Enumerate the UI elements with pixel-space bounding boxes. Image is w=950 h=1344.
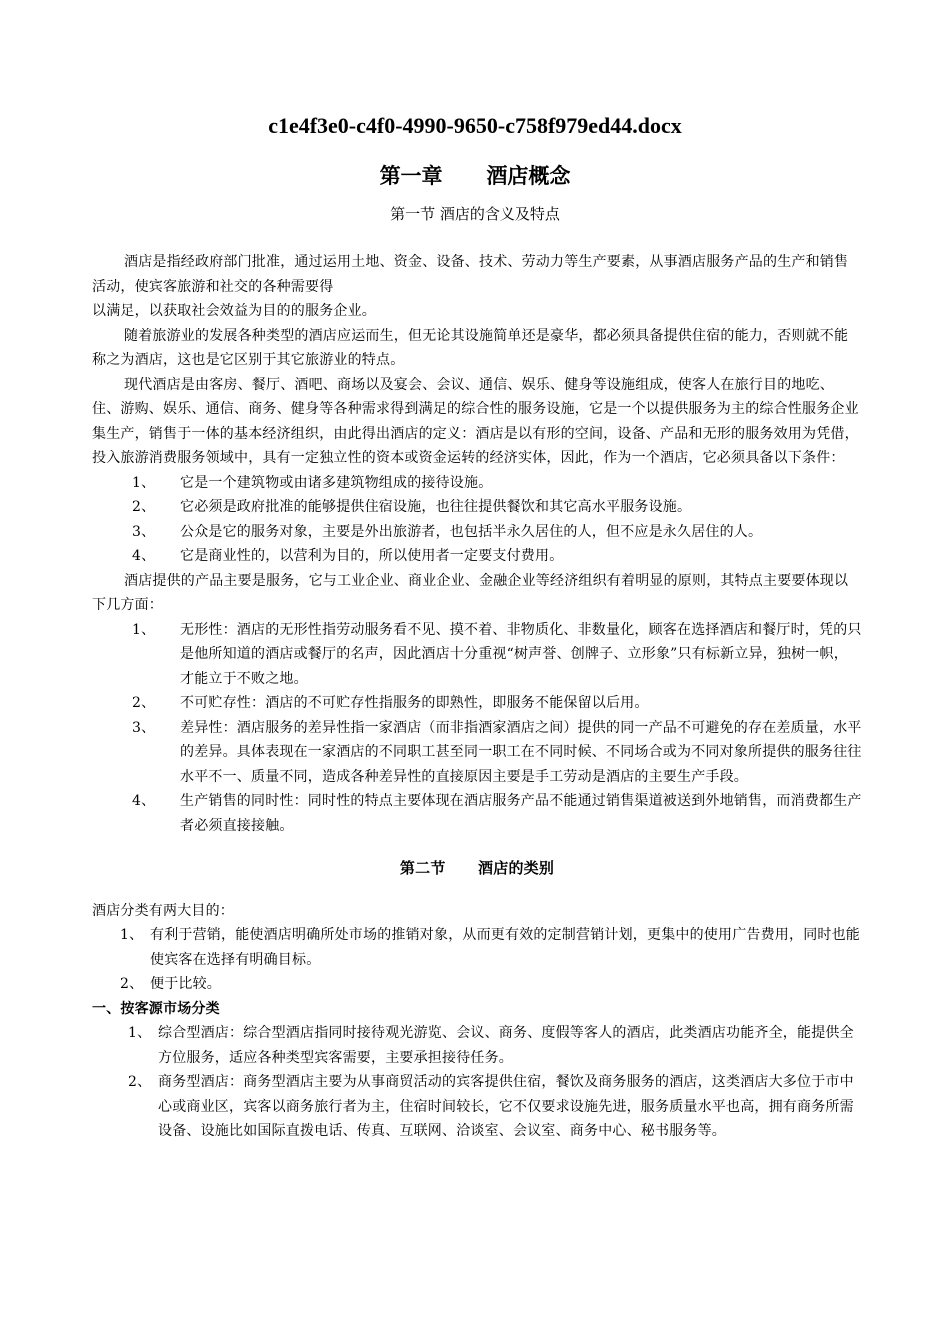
market-classification-heading: 一、按客源市场分类: [92, 1000, 220, 1017]
list-item-number: 2、: [132, 499, 156, 515]
list-item-number: 2、: [128, 1074, 152, 1090]
section-1-heading: 第一节 酒店的含义及特点: [390, 205, 560, 223]
paragraph-product-features: 酒店提供的产品主要是服务，它与工业企业、商业企业、金融企业等经济组织有着明显的原则，其特点主要要体现以下几方面：: [92, 572, 849, 613]
list-item-text: 无形性：酒店的无形性指劳动服务看不见、摸不着、非物质化、非数量化，顾客在选择酒店和餐厅时，凭的只是他所知道的酒店或餐厅的名声，因此酒店十分重视“树声誉、创牌子、立形象”只有标新立异，独树一帜，才能立于不败之地。: [180, 621, 862, 687]
list-item-text: 它必须是政府批准的能够提供住宿设施，也往往提供餐饮和其它高水平服务设施。: [180, 499, 692, 515]
list-item-text: 公众是它的服务对象，主要是外出旅游者，也包括半永久居住的人，但不应是永久居住的人。: [180, 523, 763, 540]
list-item-number: 2、: [120, 976, 144, 992]
list-item: [92, 1021, 862, 1070]
list-item-number: 3、: [132, 523, 156, 540]
list-item: [92, 471, 862, 496]
market-types-list: [92, 1021, 862, 1144]
document-filename-title: c1e4f3e0-c4f0-4990-9650-c758f979ed44.docx: [268, 113, 682, 138]
list-item: [92, 789, 862, 838]
list-item: [92, 495, 862, 520]
purpose-intro: 酒店分类有两大目的：: [92, 902, 234, 919]
list-item-text: 差异性：酒店服务的差异性指一家酒店（而非指酒家酒店之间）提供的同一产品不可避免的存在差质量，水平的差异。具体表现在一家酒店的不同职工甚至同一职工在不同时候、不同场合或为不同对象所提供的服务往往水平不一、质量不同，造成各种差异性的直接原因主要是手工劳动是酒店的主要生产手段。: [180, 719, 862, 785]
document-body: [92, 250, 862, 1144]
conditions-list: [92, 471, 862, 569]
list-item: [92, 520, 862, 545]
paragraph-definition: 酒店是指经政府部门批准，通过运用土地、资金、设备、技术、劳动力等生产要素，从事酒店服务产品的生产和销售活动，使宾客旅游和社交的各种需要得: [92, 254, 849, 295]
list-item-text: 不可贮存性：酒店的不可贮存性指服务的即熟性，即服务不能保留以后用。: [180, 695, 649, 711]
list-item-text: 它是一个建筑物或由诸多建筑物组成的接待设施。: [180, 474, 493, 491]
list-item: [92, 716, 862, 790]
list-item-text: 生产销售的同时性：同时性的特点主要体现在酒店服务产品不能通过销售渠道被送到外地销售，而消费都生产者必须直接接触。: [180, 793, 862, 834]
list-item-number: 4、: [132, 548, 156, 564]
list-item-text: 便于比较。: [150, 976, 221, 992]
list-item-number: 1、: [120, 927, 144, 943]
list-item-number: 1、: [132, 621, 156, 638]
paragraph-development: 随着旅游业的发展各种类型的酒店应运而生，但无论其设施简单还是豪华，都必须具备提供住宿的能力，否则就不能称之为酒店，这也是它区别于其它旅游业的特点。: [92, 327, 849, 368]
list-item-number: 3、: [132, 719, 156, 736]
list-item: [92, 618, 862, 692]
chapter-heading: 第一章 酒店概念: [379, 164, 571, 188]
list-item-text: 它是商业性的，以营利为目的，所以使用者一定要支付费用。: [180, 548, 564, 564]
list-item-number: 2、: [132, 695, 156, 711]
list-item-text: 商务型酒店：商务型酒店主要为从事商贸活动的宾客提供住宿，餐饮及商务服务的酒店，这类酒店大多位于市中心或商业区，宾客以商务旅行者为主，住宿时间较长，它不仅要求设施先进，服务质量水平也高，拥有商务所需设备、设施比如国际直拨电话、传真、互联网、洽谈室、会议室、商务中心、秘书服务等。: [158, 1074, 854, 1139]
list-item: [92, 544, 862, 569]
list-item-text: 综合型酒店：综合型酒店指同时接待观光游览、会议、商务、度假等客人的酒店，此类酒店功能齐全，能提供全方位服务，适应各种类型宾客需要，主要承担接待任务。: [158, 1025, 854, 1066]
section-2-heading: 第二节 酒店的类别: [399, 859, 555, 877]
features-list: [92, 618, 862, 839]
paragraph-definition-continued: 以满足，以获取社会效益为目的的服务企业。: [92, 303, 376, 319]
paragraph-modern-hotel: 现代酒店是由客房、餐厅、酒吧、商场以及宴会、会议、通信、娱乐、健身等设施组成，使客人在旅行目的地吃、住、游购、娱乐、通信、商务、健身等各种需求得到满足的综合性的服务设施，它是一个以提供服务为主的综合性服务企业集生产，销售于一体的基本经济组织，由此得出酒店的定义：酒店是以有形的空间，设备、产品和无形的服务效用为凭借，投入旅游消费服务领域中，具有一定独立性的资本或资金运转的经济实体，因此，作为一个酒店，它必须具备以下条件：: [92, 376, 859, 466]
list-item-number: 4、: [132, 793, 156, 809]
list-item: [92, 1070, 862, 1144]
list-item-number: 1、: [132, 474, 156, 491]
list-item-number: 1、: [128, 1025, 152, 1041]
list-item-text: 有利于营销，能使酒店明确所处市场的推销对象，从而更有效的定制营销计划，更集中的使用广告费用，同时也能使宾客在选择有明确目标。: [150, 927, 860, 968]
purposes-list: [92, 923, 862, 997]
list-item: [92, 972, 862, 997]
list-item: [92, 923, 862, 972]
list-item: [92, 691, 862, 716]
